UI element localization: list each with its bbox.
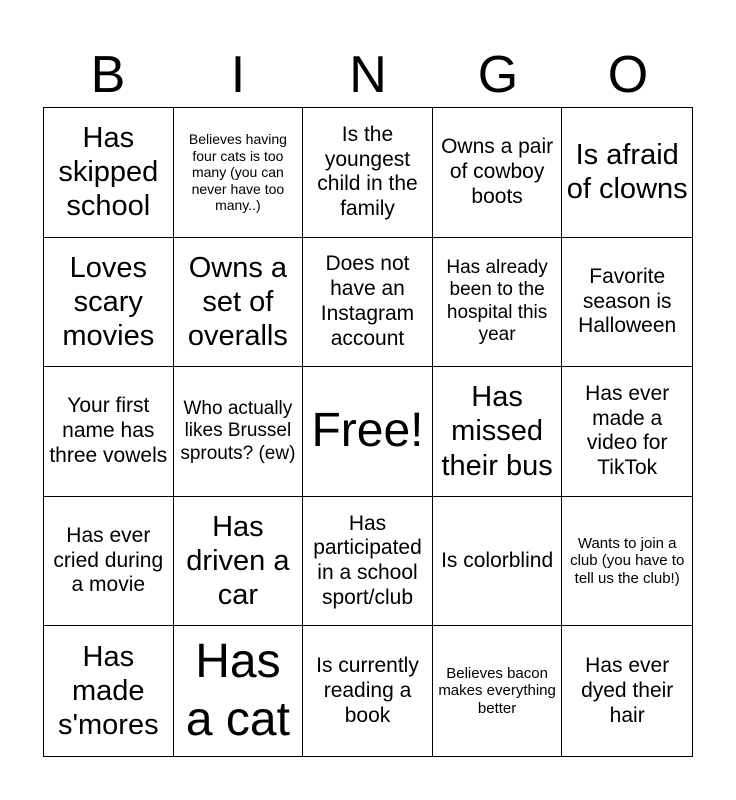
bingo-grid xyxy=(43,107,693,757)
bingo-header xyxy=(43,44,693,106)
cell-label: Is colorblind xyxy=(441,548,554,572)
cell-label: Favorite season is Halloween xyxy=(578,264,677,338)
cell-label: Has ever dyed their hair xyxy=(581,654,674,727)
cell-label: Has ever cried during a movie xyxy=(53,523,164,597)
bingo-cell-r4-c2[interactable] xyxy=(174,497,304,627)
header-letter-i: I xyxy=(230,46,246,104)
bingo-cell-r1-c5[interactable] xyxy=(562,108,692,238)
cell-label: Your first name has three vowels xyxy=(49,394,168,467)
bingo-cell-r5-c2[interactable] xyxy=(174,626,304,756)
cell-label: Who actually likes Brussel sprouts? (ew) xyxy=(180,397,296,464)
cell-label: Owns a pair of cowboy boots xyxy=(441,135,554,208)
cell-label: Believes having four cats is too many (you can never have too many..) xyxy=(188,131,287,214)
bingo-cell-r4-c5[interactable] xyxy=(562,497,692,627)
cell-label: Owns a set of overalls xyxy=(187,251,288,352)
cell-label: Wants to join a club (you have to tell us the club!) xyxy=(570,534,685,587)
header-letter-o: O xyxy=(607,46,649,104)
cell-label: Has already been to the hospital this year xyxy=(446,257,548,346)
cell-label: Does not have an Instagram account xyxy=(320,252,415,350)
bingo-cell-r2-c4[interactable] xyxy=(433,238,563,368)
cell-label: Has skipped school xyxy=(58,121,159,223)
cell-label: Has a cat xyxy=(185,634,290,747)
bingo-cell-r4-c3[interactable] xyxy=(303,497,433,627)
bingo-cell-r1-c1[interactable] xyxy=(44,108,174,238)
header-letter-b: B xyxy=(90,46,126,104)
cell-label: Believes bacon makes everything better xyxy=(438,664,556,718)
bingo-cell-r2-c3[interactable] xyxy=(303,238,433,368)
bingo-cell-r3-c5[interactable] xyxy=(562,367,692,497)
cell-label: Has missed their bus xyxy=(441,381,553,482)
bingo-cell-r2-c5[interactable] xyxy=(562,238,692,368)
cell-label: Has ever made a video for TikTok xyxy=(585,381,670,480)
bingo-cell-r4-c1[interactable] xyxy=(44,497,174,627)
bingo-cell-r5-c5[interactable] xyxy=(562,626,692,756)
bingo-cell-r5-c1[interactable] xyxy=(44,626,174,756)
cell-label: Is the youngest child in the family xyxy=(317,122,418,221)
cell-label: Loves scary movies xyxy=(62,251,155,352)
bingo-cell-free-space[interactable] xyxy=(303,367,433,497)
bingo-cell-r1-c2[interactable] xyxy=(174,108,304,238)
bingo-cell-r4-c4[interactable] xyxy=(433,497,563,627)
bingo-cell-r3-c2[interactable] xyxy=(174,367,304,497)
cell-label: Is afraid of clowns xyxy=(566,139,688,206)
header-letter-g: G xyxy=(477,46,519,104)
bingo-cell-r1-c3[interactable] xyxy=(303,108,433,238)
cell-label: Has made s'mores xyxy=(57,640,159,742)
cell-label: Has driven a car xyxy=(186,510,290,612)
free-space-label: Free! xyxy=(311,404,424,458)
header-letter-n: N xyxy=(349,46,387,104)
bingo-cell-r5-c4[interactable] xyxy=(433,626,563,756)
bingo-cell-r5-c3[interactable] xyxy=(303,626,433,756)
bingo-cell-r3-c1[interactable] xyxy=(44,367,174,497)
cell-label: Has participated in a school sport/club xyxy=(313,511,422,609)
bingo-cell-r3-c4[interactable] xyxy=(433,367,563,497)
bingo-cell-r2-c2[interactable] xyxy=(174,238,304,368)
cell-label: Is currently reading a book xyxy=(316,654,419,727)
bingo-cell-r1-c4[interactable] xyxy=(433,108,563,238)
bingo-cell-r2-c1[interactable] xyxy=(44,238,174,368)
